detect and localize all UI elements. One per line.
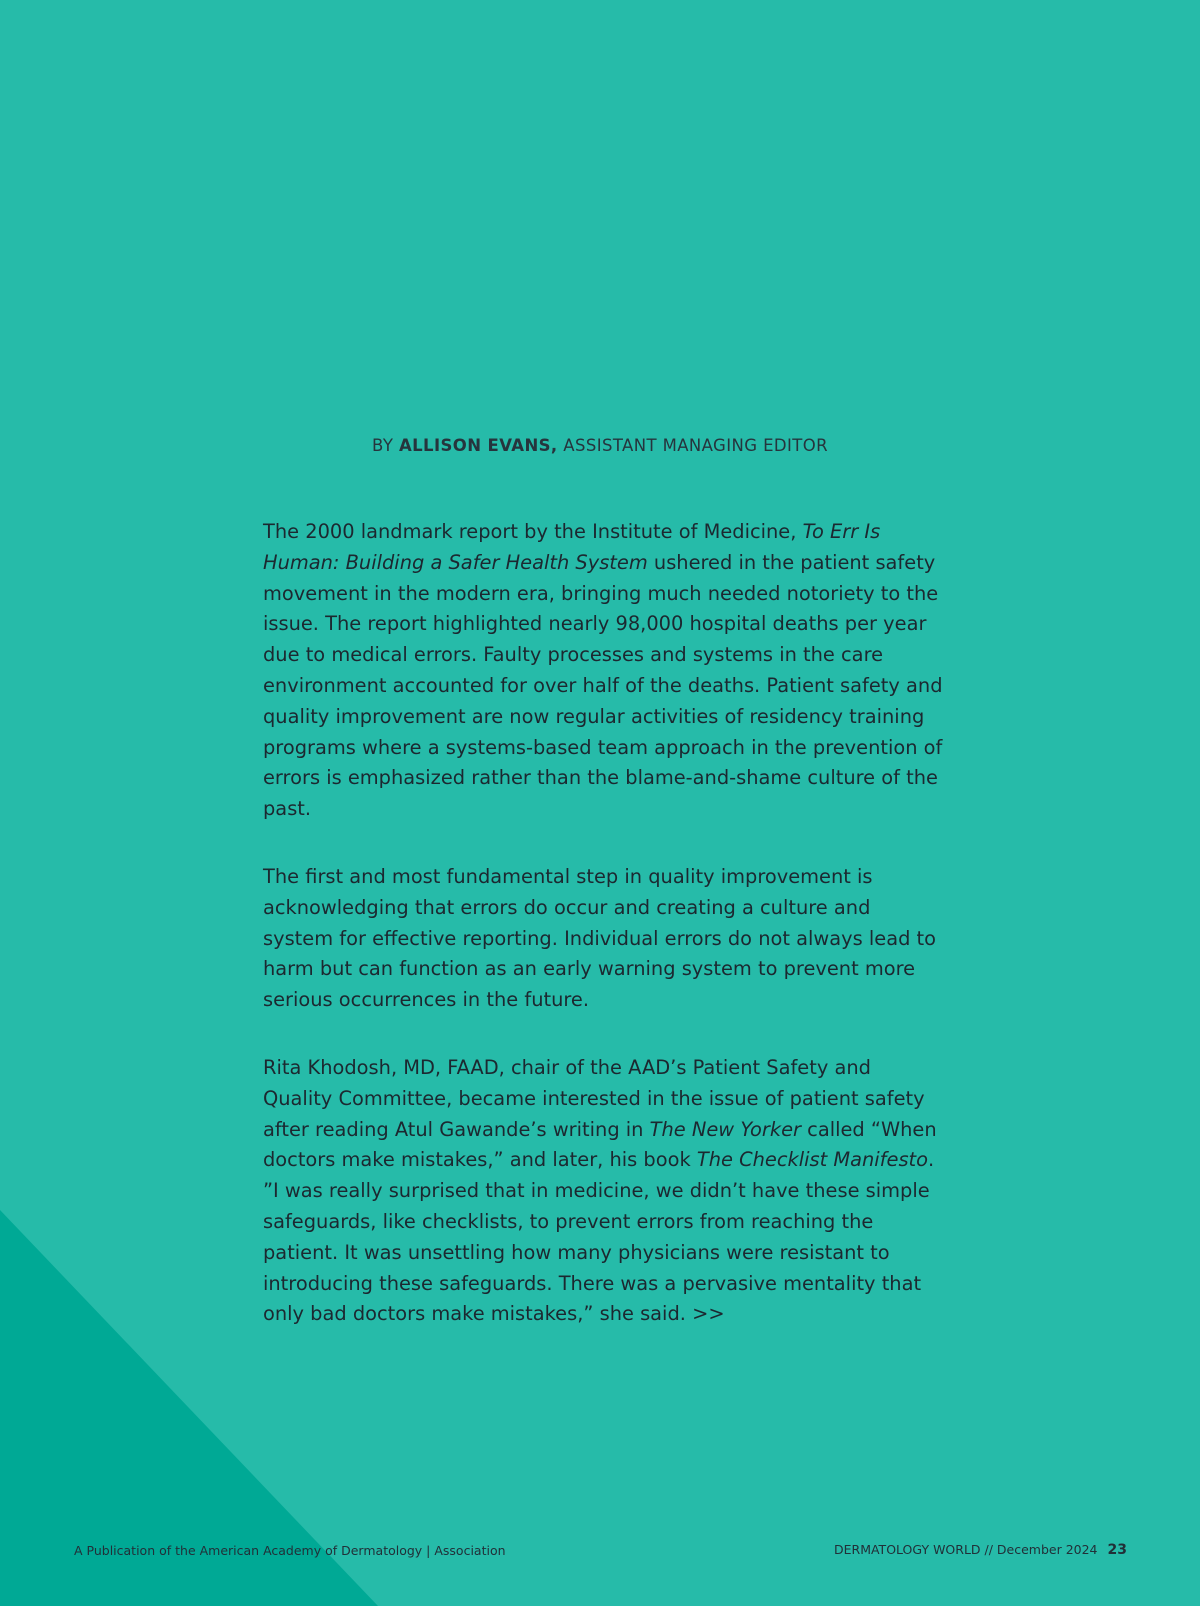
byline-role: ASSISTANT MANAGING EDITOR — [557, 436, 828, 455]
byline-author: ALLISON EVANS, — [398, 436, 558, 455]
page-number: 23 — [1107, 1542, 1127, 1558]
article-paragraph-1 — [263, 517, 943, 825]
report-title: To Err Is Human: Building a Safer Health System — [263, 520, 881, 574]
byline-prefix: BY — [372, 436, 399, 455]
paragraph-3-text-a: Rita Khodosh, MD, FAAD, chair of the AAD’s Patient Safety and Quality Committee, became interested in the issue of patient safety after reading Atul Gawande’s writing in — [263, 1055, 925, 1141]
paragraph-1-text-a: The 2000 landmark report by the Institute of Medicine, — [263, 520, 803, 543]
footer-publication-credit: A Publication of the American Academy of Dermatology | Association — [74, 1543, 506, 1558]
footer-magazine-date: DERMATOLOGY WORLD // December 2024 — [833, 1542, 1098, 1557]
publication-title: The New Yorker — [649, 1117, 802, 1141]
paragraph-1-text-b: ushered in the patient safety movement in the modern era, bringing much needed notoriety to the issue. The report highlighted nearly 98,000 hospital deaths per year due to medical errors. Faulty processes and systems in the care environment accounted for over half of the deaths. Patient safety and quality improvement are now regular activities of residency training programs where a systems-based team approach in the prevention of errors is emphasized rather than the blame-and-shame culture of the past. — [263, 550, 943, 821]
byline — [0, 436, 1200, 455]
paragraph-3-text-b: called “When doctors make mistakes,” and later, his book — [263, 1117, 937, 1172]
paragraph-3-text-c: . ”I was really surprised that in medicine, we didn’t have these simple safeguards, like checklists, to prevent errors from reaching the patient. It was unsettling how many physicians were resistant to introducing these safeguards. There was a pervasive mentality that only bad doctors make mistakes,” she said. >> — [263, 1148, 935, 1326]
article-paragraph-2: The first and most fundamental step in quality improvement is acknowledging that errors do occur and creating a culture and system for effective reporting. Individual errors do not always lead to harm but can function as an early warning system to prevent more serious occurrences in the future. — [263, 864, 937, 1012]
article-body — [263, 517, 943, 1367]
book-title: The Checklist Manifesto — [696, 1148, 929, 1172]
footer-issue-info — [834, 1542, 1127, 1558]
article-paragraph-3 — [263, 1053, 943, 1330]
